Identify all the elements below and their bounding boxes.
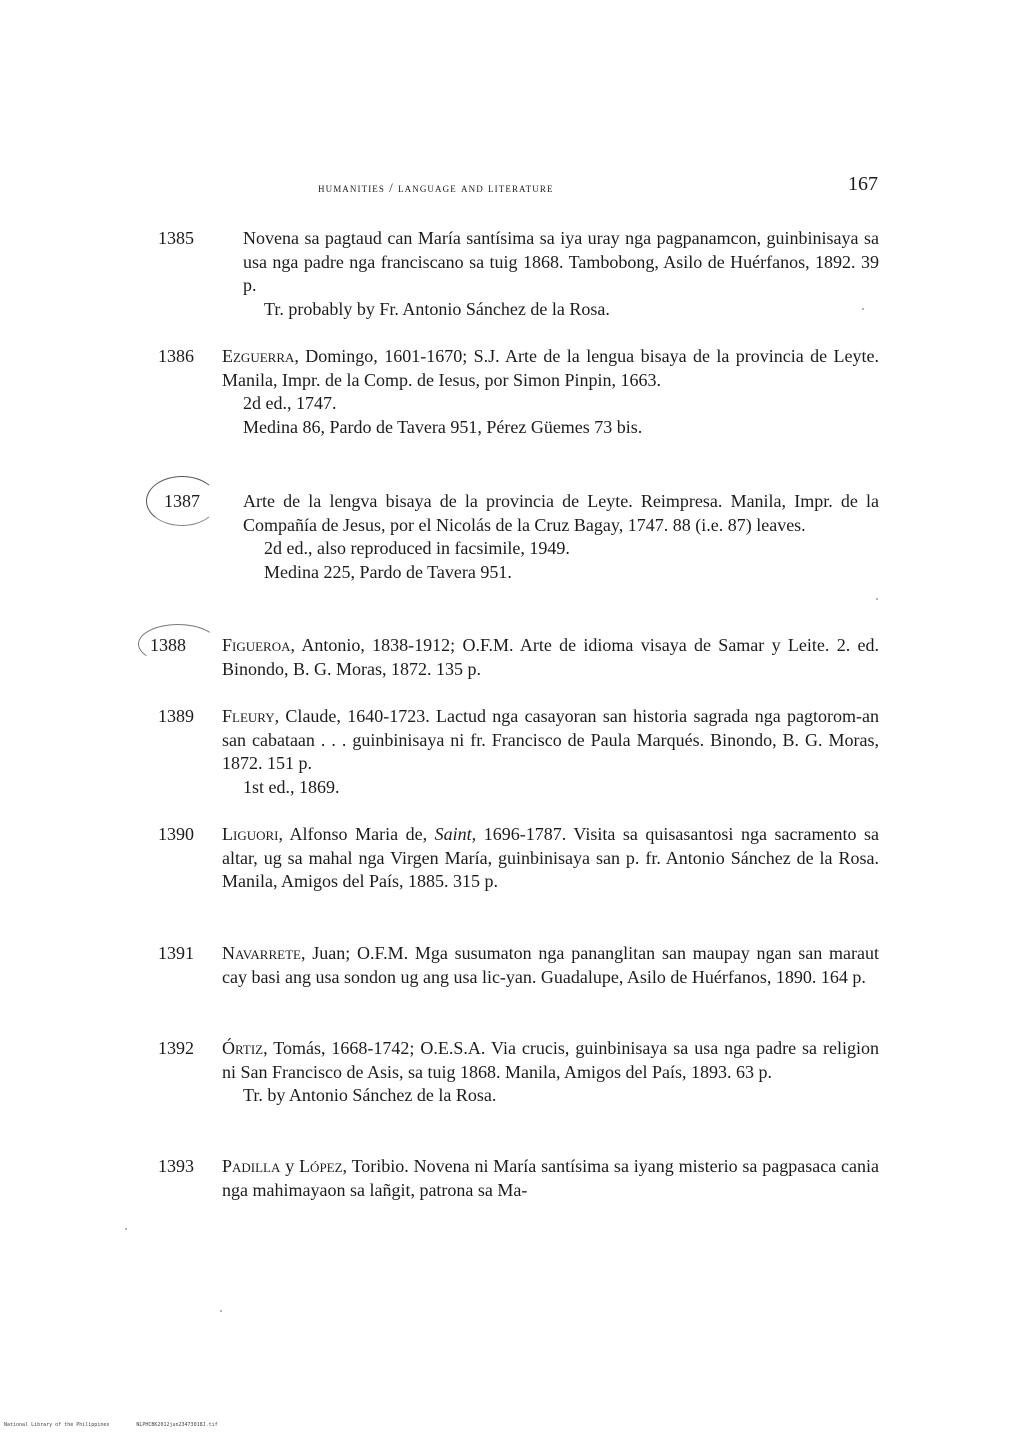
entry-author: Padilla (222, 1156, 281, 1176)
entry-body (222, 823, 879, 894)
entry-title-saint: Saint, (434, 824, 477, 844)
entry-note: 2d ed., also reproduced in facsimile, 1949. (264, 538, 570, 558)
entry-author: López, (299, 1156, 348, 1176)
entry-author: Fleury, (222, 706, 280, 726)
entry-author: Figueroa, (222, 635, 296, 655)
entry-body (222, 1037, 879, 1108)
entry-note: 2d ed., 1747. (243, 393, 337, 413)
entry-author: Ezguerra, (222, 346, 299, 366)
entry-note: 1st ed., 1869. (243, 776, 340, 797)
scan-speck (876, 598, 878, 600)
entry-text: y (280, 1156, 300, 1176)
entry-text: Tomás, 1668-1742; O.E.S.A. Via crucis, guinbinisaya sa usa nga padre sa religion ni San Francisco de Asis, sa tuig 1868. Manila, Amigos del País, 1893. 63 p. (222, 1038, 879, 1082)
entry-body (243, 227, 879, 321)
entry-number: 1386 (158, 346, 194, 366)
entry-number: 1390 (158, 824, 194, 844)
entry-text: Toribio. Novena ni María santísima sa iyang misterio sa pagpasaca cania nga mahimayaon sa lañgit, patrona sa Ma- (222, 1156, 880, 1200)
entry-author: Navarrete, (222, 943, 306, 963)
entry-body (222, 942, 879, 989)
entry-number: 1389 (158, 706, 194, 726)
entry-body (222, 705, 879, 799)
entry-text: Novena sa pagtaud can María santísima sa iya uray nga pagpanamcon, guinbinisaya sa usa nga padre nga franciscano sa tuig 1868. Tambobong, Asilo de Huérfanos, 1892. 39 p. (243, 228, 879, 295)
page-header (318, 173, 878, 199)
footer-filename: NLPHCBK2012jun23473018J.tif (136, 1422, 218, 1428)
footer-library: National Library of the Philippines (4, 1422, 110, 1428)
entry-note: Medina 225, Pardo de Tavera 951. (264, 561, 512, 582)
entry-number: 1387 (164, 491, 200, 511)
entry-number: 1393 (158, 1156, 194, 1176)
entry-text: 1696-1787. Visita sa quisasantosi nga sacramento sa altar, ug sa mahal nga Virgen María, guinbinisaya san p. fr. Antonio Sánchez de la Rosa. Manila, Amigos del País, 1885. 315 p. (222, 824, 879, 891)
entry-author: Liguori, (222, 824, 283, 844)
entry-body (222, 1155, 879, 1202)
entry-note: Tr. probably by Fr. Antonio Sánchez de la Rosa. (264, 298, 610, 319)
entry-number: 1388 (150, 635, 186, 655)
entry-text: Juan; O.F.M. Mga susumaton nga pananglitan san maupay ngan san maraut cay basi ang usa sondon ug ang usa lic-yan. Guadalupe, Asilo de Huérfanos, 1890. 164 p. (222, 943, 879, 987)
entry-text: Antonio, 1838-1912; O.F.M. Arte de idioma visaya de Samar y Leite. 2. ed. Binondo, B. G. Moras, 1872. 135 p. (222, 635, 879, 679)
entry-body (222, 345, 879, 439)
entry-body (222, 634, 879, 681)
entry-number: 1392 (158, 1038, 194, 1058)
entry-number: 1391 (158, 943, 194, 963)
page-number: 167 (848, 173, 878, 195)
scan-speck (220, 1310, 222, 1312)
scan-speck (862, 308, 864, 310)
entry-body (243, 490, 879, 584)
running-head: humanities / language and literature (318, 181, 554, 195)
entry-number: 1385 (158, 228, 194, 248)
entry-note: Medina 86, Pardo de Tavera 951, Pérez Güemes 73 bis. (243, 416, 643, 437)
entry-text: Alfonso Maria de, (283, 824, 435, 844)
scan-speck (125, 1228, 127, 1230)
entry-author: Órtiz, (222, 1038, 268, 1058)
entry-note: Tr. by Antonio Sánchez de la Rosa. (243, 1085, 497, 1105)
entry-text: Arte de la lengva bisaya de la provincia de Leyte. Reimpresa. Manila, Impr. de la Compañía de Jesus, por el Nicolás de la Cruz Bagay, 1747. 88 (i.e. 87) leaves. (243, 491, 879, 535)
entry-text: Claude, 1640-1723. Lactud nga casayoran san historia sagrada nga pagtorom-an san cabataan . . . guinbinisaya ni fr. Francisco de Paula Marqués. Binondo, B. G. Moras, 1872. 151 p. (222, 706, 879, 773)
scan-footer (4, 1422, 242, 1428)
entry-text: Domingo, 1601-1670; S.J. Arte de la lengua bisaya de la provincia de Leyte. Manila, Impr. de la Comp. de Iesus, por Simon Pinpin, 1663. (222, 346, 879, 390)
